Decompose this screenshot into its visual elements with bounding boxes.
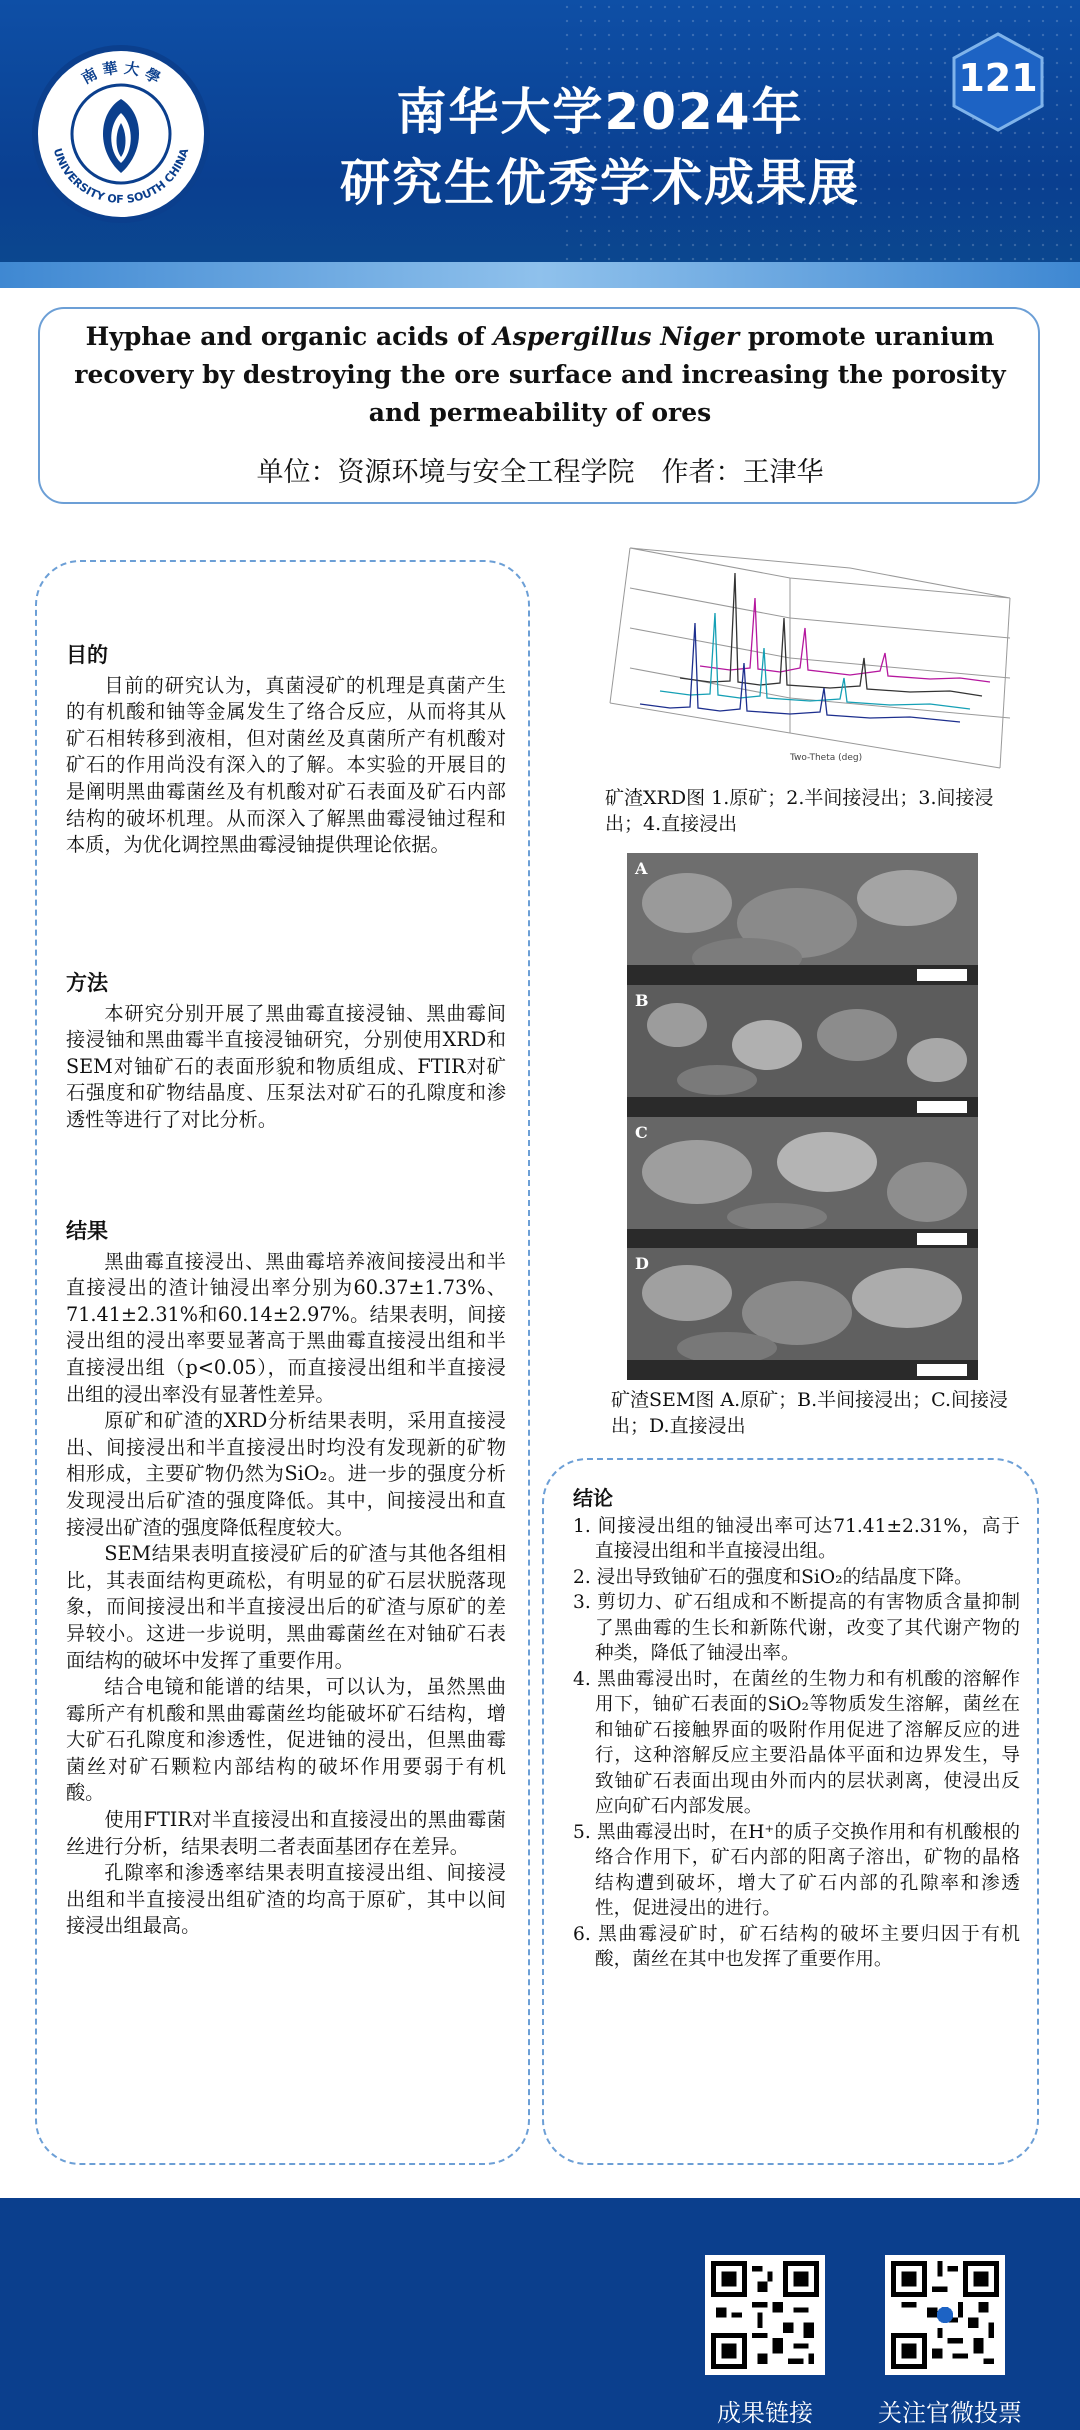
sem-panel-d	[627, 1248, 978, 1380]
header-stripe	[0, 262, 1080, 288]
results-paragraph: SEM结果表明直接浸矿后的矿渣与其他各组相比，其表面结构更疏松，有明显的矿石层状脱落现象，而间接浸出和半直接浸出后的矿渣与原矿的差异较小。这进一步说明，黑曲霉菌丝在对铀矿石表面结构的破坏中发挥了重要作用。	[66, 1542, 506, 1672]
conclusions-section	[573, 1486, 1020, 1973]
results-paragraph: 结合电镜和能谱的结果，可以认为，虽然黑曲霉所产有机酸和黑曲霉菌丝均能破坏矿石结构，增大矿石孔隙度和渗透性，促进铀的浸出，但黑曲霉菌丝对矿石颗粒内部结构的破坏作用要弱于有机酸。	[66, 1675, 506, 1805]
methods-section	[66, 970, 506, 1134]
sem-caption: 矿渣SEM图 A.原矿；B.半间接浸出；C.间接浸出；D.直接浸出	[611, 1389, 1009, 1437]
purpose-heading: 目的	[66, 642, 108, 667]
qr-code-vote[interactable]	[885, 2255, 1005, 2375]
sem-panel-label: B	[635, 990, 649, 1010]
paper-title-part1: Hyphae and organic acids of	[85, 322, 494, 351]
conclusion-item: 4. 黑曲霉浸出时，在菌丝的生物力和有机酸的溶解作用下，铀矿石表面的SiO₂等物质发生溶解，菌丝在和铀矿石接触界面的吸附作用促进了溶解反应的进行，这种溶解反应主要沿晶体平面和边界发生，导致铀矿石表面出现由外而内的层状剥离，使浸出反应向矿石内部发展。	[573, 1668, 1020, 1817]
logo-english-text: UNIVERSITY OF SOUTH CHINA	[50, 146, 192, 207]
results-paragraph: 孔隙率和渗透率结果表明直接浸出组、间接浸出组和半直接浸出组矿渣的均高于原矿，其中以间接浸出组最高。	[66, 1861, 506, 1938]
paper-title-part2: promote uranium recovery by destroying the ore surface and increasing the porosity and permeability of ores	[74, 322, 1006, 427]
university-logo	[32, 45, 210, 223]
exhibition-title-line1: 南华大学2024年	[396, 83, 804, 141]
methods-heading: 方法	[66, 970, 108, 995]
paper-title-species: Aspergillus Niger	[493, 322, 740, 351]
sem-panel-label: D	[635, 1254, 649, 1274]
conclusion-item: 3. 剪切力、矿石组成和不断提高的有害物质含量抑制了黑曲霉的生长和新陈代谢，改变了其代谢产物的种类，降低了铀浸出率。	[573, 1592, 1020, 1664]
xrd-figure	[590, 528, 1020, 778]
qr-code-results[interactable]	[705, 2255, 825, 2375]
conclusion-item: 2. 浸出导致铀矿石的强度和SiO₂的结晶度下降。	[573, 1566, 973, 1588]
sem-panel-b	[627, 985, 978, 1117]
methods-paragraph: 本研究分别开展了黑曲霉直接浸铀、黑曲霉间接浸铀和黑曲霉半直接浸铀研究，分别使用XRD和SEM对铀矿石的表面形貌和物质组成、FTIR对矿石强度和矿物结晶度、压泵法对矿石的孔隙度和渗透性等进行了对比分析。	[66, 1001, 506, 1131]
xrd-axis-label: Two-Theta (deg)	[790, 753, 863, 763]
sem-panel-c	[627, 1117, 978, 1249]
purpose-section	[66, 642, 506, 859]
conclusions-heading: 结论	[573, 1486, 613, 1510]
results-paragraph: 使用FTIR对半直接浸出和直接浸出的黑曲霉菌丝进行分析，结果表明二者表面基团存在差异。	[66, 1808, 506, 1858]
results-paragraph: 黑曲霉直接浸出、黑曲霉培养液间接浸出和半直接浸出的渣计铀浸出率分别为60.37±1.73%、71.41±2.31%和60.14±2.97%。结果表明，间接浸出组的浸出率要显著高于黑曲霉直接浸出组和半直接浸出组（p<0.05），而直接浸出组和半直接浸出组的浸出率没有显著性差异。	[66, 1249, 506, 1406]
sem-panel-label: C	[635, 1122, 648, 1142]
results-section	[66, 1218, 506, 1940]
results-heading: 结果	[66, 1218, 108, 1243]
sem-panel-a	[627, 853, 978, 985]
conclusion-item: 6. 黑曲霉浸矿时，矿石结构的破坏主要归因于有机酸，菌丝在其中也发挥了重要作用。	[573, 1923, 1020, 1970]
conclusion-item: 1. 间接浸出组的铀浸出率可达71.41±2.31%，高于直接浸出组和半直接浸出组。	[573, 1515, 1020, 1562]
qr-results-label: 成果链接	[717, 2399, 813, 2427]
paper-byline: 单位：资源环境与安全工程学院 作者：王津华	[256, 457, 824, 488]
sem-figure	[627, 853, 978, 1380]
purpose-paragraph: 目前的研究认为，真菌浸矿的机理是真菌产生的有机酸和铀等金属发生了络合反应，从而将其从矿石相转移到液相，但对菌丝及真菌所产有机酸对矿石的作用尚没有深入的了解。本实验的开展目的是阐明黑曲霉菌丝及有机酸对矿石表面及矿石内部结构的破坏机理。从而深入了解黑曲霉浸铀过程和本质，为优化调控黑曲霉浸铀提供理论依据。	[66, 673, 506, 857]
qr-vote-label: 关注官微投票	[878, 2399, 1022, 2427]
conclusions-list	[573, 1514, 1020, 1973]
xrd-caption: 矿渣XRD图 1.原矿；2.半间接浸出；3.间接浸出；4.直接浸出	[605, 787, 994, 835]
results-paragraph: 原矿和矿渣的XRD分析结果表明，采用直接浸出、间接浸出和半直接浸出时均没有发现新的矿物相形成，主要矿物仍然为SiO₂。进一步的强度分析发现浸出后矿渣的强度降低。其中，间接浸出和直接浸出矿渣的强度降低程度较大。	[66, 1409, 506, 1539]
paper-title	[55, 318, 1025, 432]
conclusion-item: 5. 黑曲霉浸出时，在H⁺的质子交换作用和有机酸根的络合作用下，矿石内部的阳离子溶出，矿物的晶格结构遭到破坏，增大了矿石内部的孔隙率和渗透性，促进浸出的进行。	[573, 1821, 1020, 1919]
badge-number: 121	[958, 56, 1038, 100]
sem-panel-label: A	[635, 859, 648, 878]
logo-chinese-text: 南 華 大 學	[78, 58, 164, 88]
exhibition-title-line2: 研究生优秀学术成果展	[340, 154, 860, 212]
